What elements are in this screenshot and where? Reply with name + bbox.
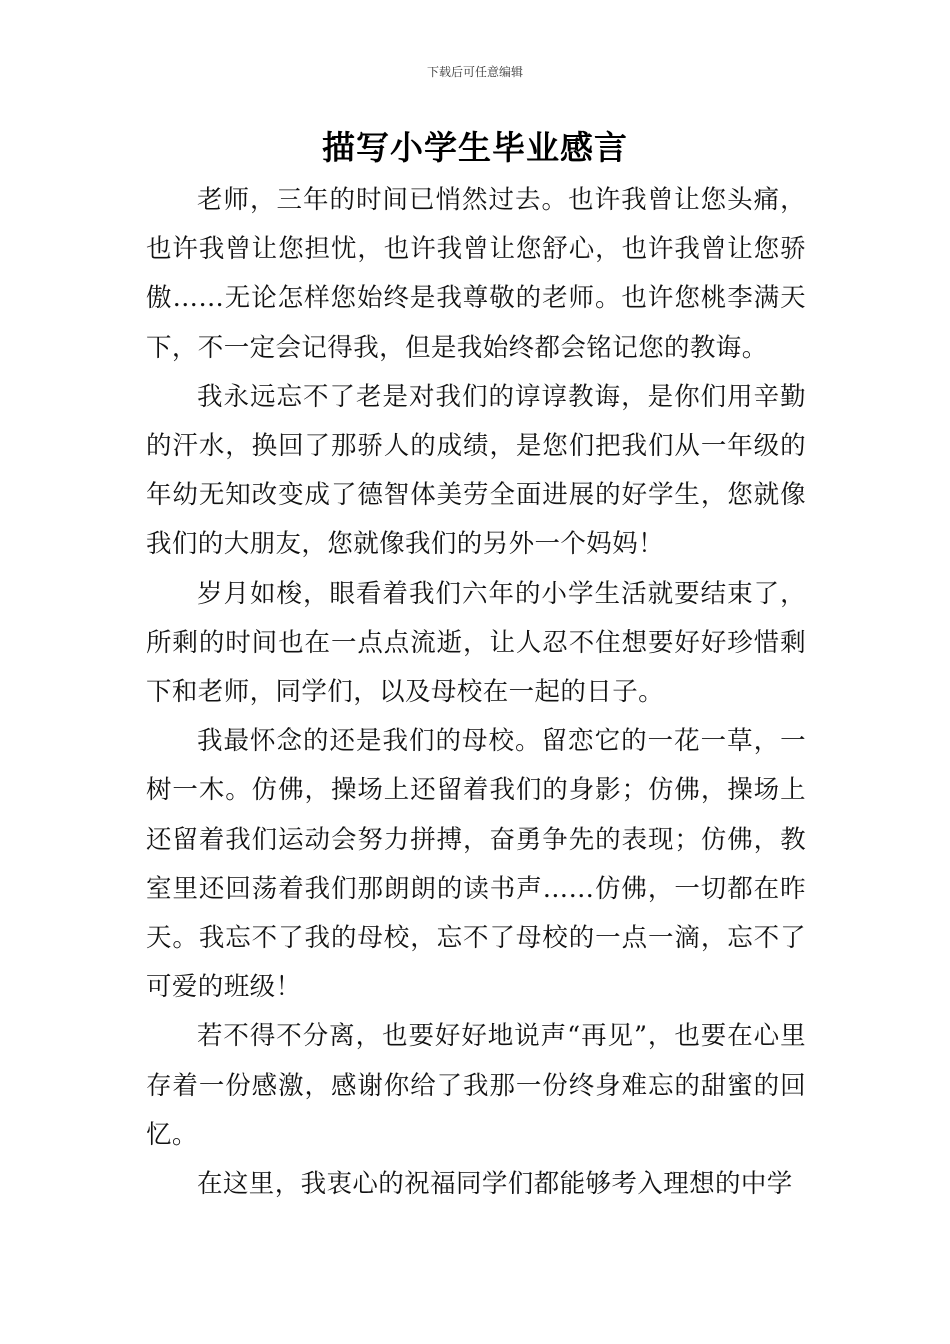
paragraph-6: 在这里，我衷心的祝福同学们都能够考入理想的中学 xyxy=(197,1169,793,1200)
paragraph-1: 老师，三年的时间已悄然过去。也许我曾让您头痛，也许我曾让您担忧，也许我曾让您舒心，也许我曾让您骄傲……无论怎样您始终是我尊敬的老师。也许您桃李满天下，不一定会记得我，但是我始终都会铭记您的教诲。 xyxy=(146,185,806,363)
paragraph-2: 我永远忘不了老是对我们的谆谆教诲，是你们用辛勤的汗水，换回了那骄人的成绩，是您们把我们从一年级的年幼无知改变成了德智体美劳全面进展的好学生，您就像我们的大朋友，您就像我们的另外一个妈妈！ xyxy=(146,381,806,560)
paragraph-4: 我最怀念的还是我们的母校。留恋它的一花一草，一树一木。仿佛，操场上还留着我们的身影；仿佛，操场上还留着我们运动会努力拼搏，奋勇争先的表现；仿佛，教室里还回荡着我们那朗朗的读书声……仿佛，一切都在昨天。我忘不了我的母校，忘不了母校的一点一滴，忘不了可爱的班级！ xyxy=(146,726,806,1003)
paragraph-5: 若不得不分离，也要好好地说声“再见”，也要在心里存着一份感激，感谢你给了我那一份终身难忘的甜蜜的回忆。 xyxy=(146,1021,806,1150)
header-note: 下载后可任意编辑 xyxy=(426,65,523,79)
paragraph-3: 岁月如梭，眼看着我们六年的小学生活就要结束了，所剩的时间也在一点点流逝，让人忍不住想要好好珍惜剩下和老师，同学们，以及母校在一起的日子。 xyxy=(146,578,806,708)
page-title: 描写小学生毕业感言 xyxy=(322,128,628,167)
document-body xyxy=(146,176,806,1209)
